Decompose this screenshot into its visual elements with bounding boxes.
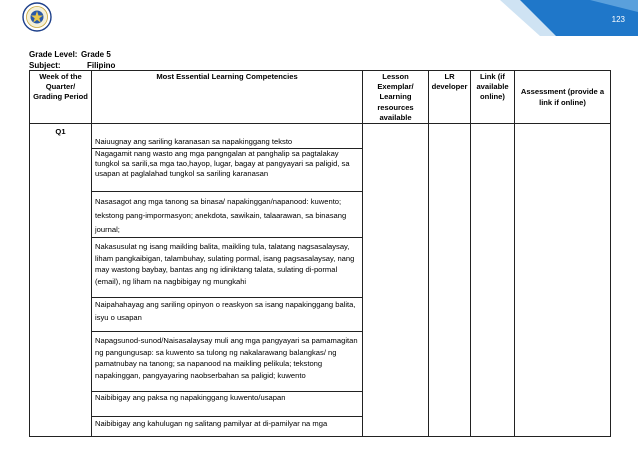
competency-item: Naiuugnay ang sariling karanasan sa napakinggang teksto xyxy=(92,137,363,149)
competency-item: Naibibigay ang kahulugan ng salitang pamilyar at di-pamilyar na mga xyxy=(92,417,363,437)
subject-label: Subject: xyxy=(29,61,61,70)
deped-seal-icon xyxy=(22,2,52,32)
page-number: 123 xyxy=(611,15,625,24)
competency-item: Napagsunod-sunod/Naisasalaysay muli ang mga pangyayari sa pamamagitan ng pangungusap: sa kuwento sa tulong ng nakalarawang balangkas/ ng pamatnubay na tanong; sa napanood na maikling pelikula; tekstong napakinggan, pangyayaring naobserbahan sa paligid; kuwento xyxy=(92,332,363,392)
col-lr-header: LR developer xyxy=(429,71,471,124)
grade-level-label: Grade Level: xyxy=(29,50,78,59)
quarter-cell: Q1 xyxy=(30,124,92,437)
col-mel-header: Most Essential Learning Competencies xyxy=(92,71,363,124)
competency-item: Nasasagot ang mga tanong sa binasa/ napakinggan/napanood: kuwento; tekstong pang-impormasyon; anekdota, sawikain, talaarawan, sa binasang journal; xyxy=(92,192,363,238)
competency-item: Nagagamit nang wasto ang mga pangngalan at panghalip sa pagtalakay tungkol sa sarili,sa mga tao,hayop, lugar, bagay at pangyayari sa paligid, sa usapan at paglalahad tungkol sa sariling karanasan xyxy=(92,149,363,192)
subject-line xyxy=(29,61,115,70)
table-row xyxy=(30,124,611,137)
col-assessment-header: Assessment (provide a link if online) xyxy=(515,71,611,124)
grade-level-value: Grade 5 xyxy=(81,50,111,59)
competencies-table xyxy=(29,70,611,437)
competency-item: Nakasusulat ng isang maikling balita, maikling tula, talatang nagsasalaysay, liham pangkaibigan, talambuhay, sulating pormal, isang pagsasalaysay, nang may wastong baybay, bantas ang ng idiniktang talata, sulating di-pormal (email), ng liham na nagbibigay ng mungkahi xyxy=(92,238,363,298)
table-header-row xyxy=(30,71,611,124)
competency-item: Naipahahayag ang sariling opinyon o reaskyon sa isang napakinggang balita, isyu o usapan xyxy=(92,298,363,332)
competency-item: Naibibigay ang paksa ng napakinggang kuwento/usapan xyxy=(92,392,363,417)
header-banner xyxy=(0,0,638,36)
col-link-header: Link (if available online) xyxy=(471,71,515,124)
col-week-header: Week of the Quarter/ Grading Period xyxy=(30,71,92,124)
subject-value: Filipino xyxy=(87,61,116,70)
grade-level-line xyxy=(29,50,111,59)
col-exemplar-header: Lesson Exemplar/ Learning resources available xyxy=(363,71,429,124)
